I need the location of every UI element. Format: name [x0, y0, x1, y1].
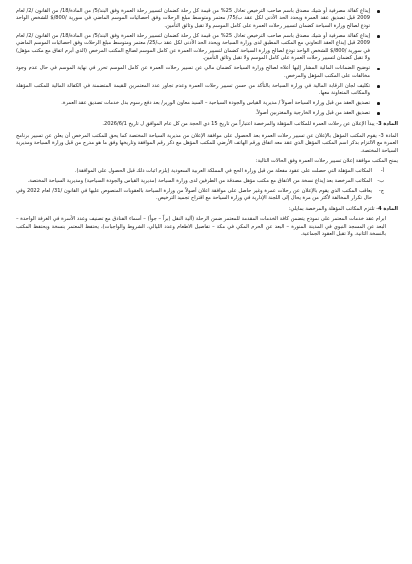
bullet-icon [377, 85, 380, 88]
list-item [16, 83, 398, 98]
bullet-icon [377, 10, 380, 13]
list-item [16, 33, 398, 63]
paragraph: يمنح المكتب موافقة إعلان تسيير رحلات العمرة وفق الحالات التالية: [255, 157, 398, 164]
article-3-text: - يبدأ الإعلان عن رحلات العمرة للمكاتب المؤهلة والمرخصة اعتباراً من تاريخ 15 ذي الحجة من كل عام الموافق ل تاريخ 2026/6/1. [102, 121, 379, 128]
list-item [16, 110, 398, 117]
list-item [16, 8, 398, 30]
bullet-text: تصديق العقد من قبل وزارة الخارجية والمغتربين أصولاً. [255, 109, 370, 116]
paragraph: المادة 3- يقوم المكتب المؤهل بالإعلان عن تسيير رحلات العمرة بعد الحصول على موافقة الإعلان من مديرية السياحة المختصة كما يحق للمكتب المرخص أن يعلن عن تسيير برنامج العمرة مع الالتزام بذكر اسم المكتب المؤهل الذي عقد معه اتفاق ورقم الهاتف الأرضي للمكتب المؤهل مع ذكر رقم الموافقة وتاريخها وفق ما هو مدرج من قبل وزارة السياحة ومديرية السياحة المختصة. [16, 132, 398, 154]
list-item [16, 100, 398, 107]
article-4-heading: المادة 4 [378, 206, 398, 213]
list-letter: ب- [377, 177, 384, 184]
list-item-text: المكاتب المرخصة بعد إيداع نسخة من الاتفاق مع مكتب مؤهل مصدقة من الطرفين لدى وزارة السياحة (مديرية القياس والجودة السياحية) ومديرية السياحة المختصة. [27, 177, 372, 184]
article-4-paragraph [16, 206, 398, 213]
list-letter: ج- [378, 187, 384, 194]
bullet-icon [377, 112, 380, 115]
list-item-text: يعاقب المكتب الذي يقوم بالإعلان عن رحلات عمرة وغير حاصل على موافقة اعلان أصولاً من وزارة السياحة بالعقوبات المنصوص عليها في القانون /31/ لعام 2022 وفي حال تكرار المخالفة لأكثر من مرة يحال إلى اللجنة الإدارية في وزارة السياحة مع اقتراح تجميد الترخيص. [16, 187, 373, 202]
lettered-list-item [16, 178, 398, 185]
list-item-text: المكاتب المؤهلة التي حصلت على عقود مفعلة من قبل وزارة الحج في المملكة العربية السعودية (يلزم اثبات ذلك قبل الحصول على الموافقة). [74, 167, 372, 174]
list-item [16, 65, 398, 80]
bullet-icon [377, 68, 380, 71]
article-4-text: - تلتزم المكاتب المؤهلة والمرخصة بمايلي: [288, 206, 379, 213]
bullet-text: توضيح الضمانات المالية المشار إليها أعلاه لصالح وزارة السياحة كضمان مالي عن تسيير رحلات العمرة عن كامل الموسم تحرر في نهاية الموسم في حال عدم وجود مخالفات على المكتب المؤهل والمرخص. [16, 65, 370, 79]
list-letter: أ- [380, 167, 384, 174]
bullet-text: تصديق العقد من قبل وزارة السياحة أصولاً / مديرية القياس والجودة السياحية – السيد معاون الوزير/ بعد دفع رسوم بدل خدمات تصديق عقد العمرة. [61, 99, 370, 106]
article-3-heading: المادة 3 [378, 121, 398, 128]
lettered-list-item [16, 188, 398, 203]
bullet-text: إيداع كفالة مصرفية أو شيك مصدق باسم صاحب الترخيص تعادل 25% من قيمة كل رحلة كضمان لتسيير رحلة العمرة وفق البند/5/ من المادة/18/ من القانون /2/ لعام 2009 قبل إبداع العقد التعاوني مع المكتب المطبق لدى وزارة السياحة ويحدد الحد الأدنى لكل عقد ب/25/ معتمر ومتوسط مبلغ الرحلات وفق احصائيات الموسم الماضي في سورية /800/$ للشخص الواحد تودع لصالح وزارة السياحة كضمان لتسيير رحلات العمرة عن كامل الموسم لصالح المكتب المرخص (الذي أبرم اتفاق مع مكتب مؤهل) ولا تقبل كضمان لتسيير رحلات العمرة على كامل الموسم ولا تقبل وثائق التأمين. [16, 32, 371, 62]
bullet-text: إيداع كفالة مصرفية أو شيك مصدق باسم صاحب الترخيص تعادل 25% من قيمة كل رحلة كضمان لتسيير رحلة العمرة وفق البند/5/ من المادة/18/ من القانون /2/ لعام 2009 قبل تصديق عقد العمرة ويحدد الحد الأدنى لكل عقد ب/75/ معتمر ومتوسط مبلغ الرحلات وفق احصائيات الموسم الماضي في سورية /800/$ للشخص الواحد تودع لصالح وزارة السياحة كضمان لتسيير رحلات العمرة على كامل الموسم ولا تقبل وثائق التأمين. [16, 8, 371, 29]
bullet-icon [377, 102, 380, 105]
bullet-icon [377, 35, 380, 38]
article-3-paragraph [16, 121, 398, 128]
bullet-text: تكليف لجان الرقابة المالية في وزارة السياحة بالتأكد من حسن تسيير رحلات العمرة وعدم تجاوز عدد المعتمرين للقيمة المتضمنة في الكفالة المالية للمكتب المؤهلة والمكاتب المتعاونة معها. [16, 82, 370, 97]
lettered-list-item [16, 168, 398, 175]
paragraph: ابرام عقد خدمات المعتمر على نموذج يتضمن كافة الخدمات المقدمة للمعتمر ضمن الرحلة (آلية النقل (براً – جواً) – أسماء الفنادق مع تصنيف وعدد الأسرة في الغرفة الواحدة – البعد عن المسجد النبوي في المدينة المنورة – البعد عن الحرم المكي في مكة – تفاصيل الاطعام وعدد الليالي، الشروط والواجبات)، يحتفظ المعتمر بنسخة ويحتفظ المكتب بالنسخة الثانية. ولا تقبل العقود الجماعية. [16, 216, 386, 238]
